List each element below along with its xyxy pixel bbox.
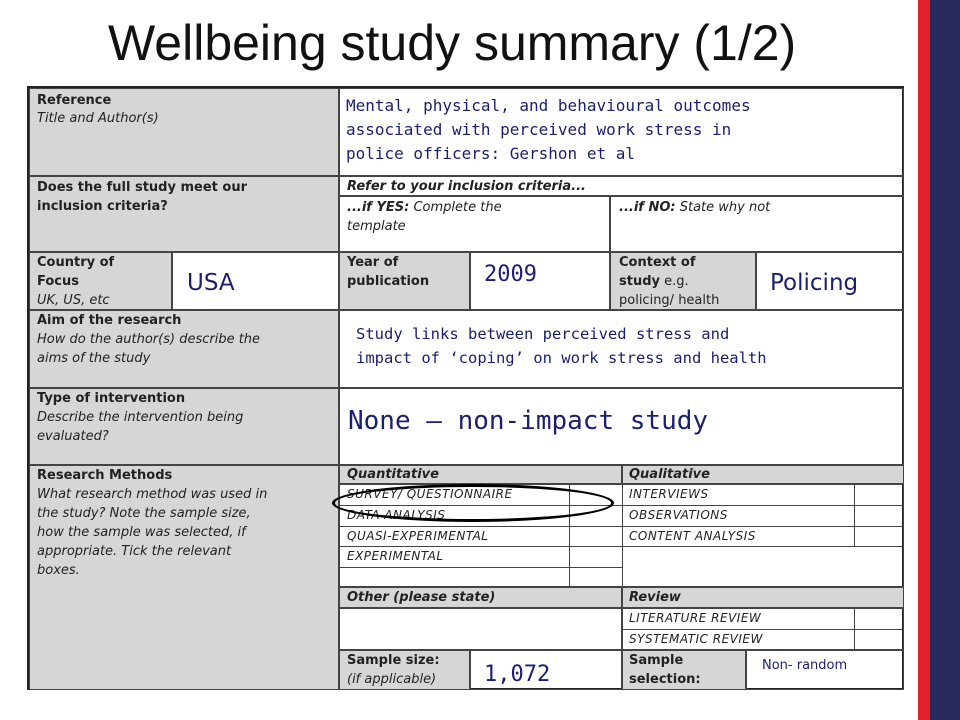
methods-label: Research Methods What research method was used in the study? Note the sample size, how the sample was selected, if appropriate. Tick the relevant boxes. — [37, 468, 268, 578]
context-label: Context of study e.g. policing/ health — [619, 255, 720, 308]
intervention-label: Type of intervention Describe the intervention being evaluated? — [37, 391, 244, 444]
option-data-analysis[interactable]: DATA ANALYSIS — [347, 508, 446, 522]
grid-line — [854, 484, 855, 546]
country-value: USA — [187, 270, 235, 296]
year-value: 2009 — [484, 262, 537, 287]
option-content-analysis[interactable]: CONTENT ANALYSIS — [629, 529, 756, 543]
year-label: Year of publication — [347, 255, 430, 289]
grid-line — [622, 629, 904, 630]
context-value: Policing — [770, 270, 859, 296]
grid-line — [339, 567, 622, 568]
accent-bar-navy — [930, 0, 960, 720]
option-experimental[interactable]: EXPERIMENTAL — [347, 549, 444, 563]
intervention-value: None – non-impact study — [348, 406, 709, 436]
reference-label: Reference — [37, 93, 112, 108]
option-literature-review[interactable]: LITERATURE REVIEW — [629, 611, 762, 625]
sample-size-label: Sample size: (if applicable) — [347, 653, 440, 687]
option-quasi-experimental[interactable]: QUASI-EXPERIMENTAL — [347, 529, 489, 543]
sample-selection-value: Non- random — [762, 658, 848, 673]
accent-bar-red — [918, 0, 930, 720]
criteria-refer: Refer to your inclusion criteria... — [347, 179, 586, 194]
grid-line — [622, 484, 623, 587]
criteria-yes: ...if YES: Complete the template — [347, 200, 502, 234]
sample-size-value: 1,072 — [484, 662, 551, 687]
option-survey[interactable]: SURVEY/ QUESTIONNAIRE — [347, 487, 513, 501]
country-label: Country of Focus UK, US, etc — [37, 255, 115, 308]
other-label: Other (please state) — [347, 590, 496, 605]
grid-line — [854, 608, 855, 650]
aim-label: Aim of the research How do the author(s) describe the aims of the study — [37, 313, 261, 366]
reference-value: Mental, physical, and behavioural outcomes associated with perceived work stress in police officers: Gershon et al — [346, 96, 751, 163]
option-observations[interactable]: OBSERVATIONS — [629, 508, 728, 522]
quantitative-label: Quantitative — [347, 467, 439, 482]
qualitative-label: Qualitative — [629, 467, 710, 482]
criteria-label: Does the full study meet our inclusion criteria? — [37, 180, 247, 214]
reference-sublabel: Title and Author(s) — [37, 111, 159, 126]
page-title: Wellbeing study summary (1/2) — [108, 15, 797, 71]
review-label: Review — [629, 590, 681, 605]
option-systematic-review[interactable]: SYSTEMATIC REVIEW — [629, 632, 763, 646]
highlight-ellipse — [332, 484, 614, 522]
option-interviews[interactable]: INTERVIEWS — [629, 487, 709, 501]
summary-form — [27, 86, 904, 690]
other-value-cell[interactable] — [339, 608, 622, 650]
criteria-no: ...if NO: State why not — [619, 200, 771, 215]
aim-value: Study links between perceived stress and impact of ‘coping’ on work stress and health — [356, 325, 767, 367]
sample-selection-label: Sample selection: — [629, 653, 701, 687]
